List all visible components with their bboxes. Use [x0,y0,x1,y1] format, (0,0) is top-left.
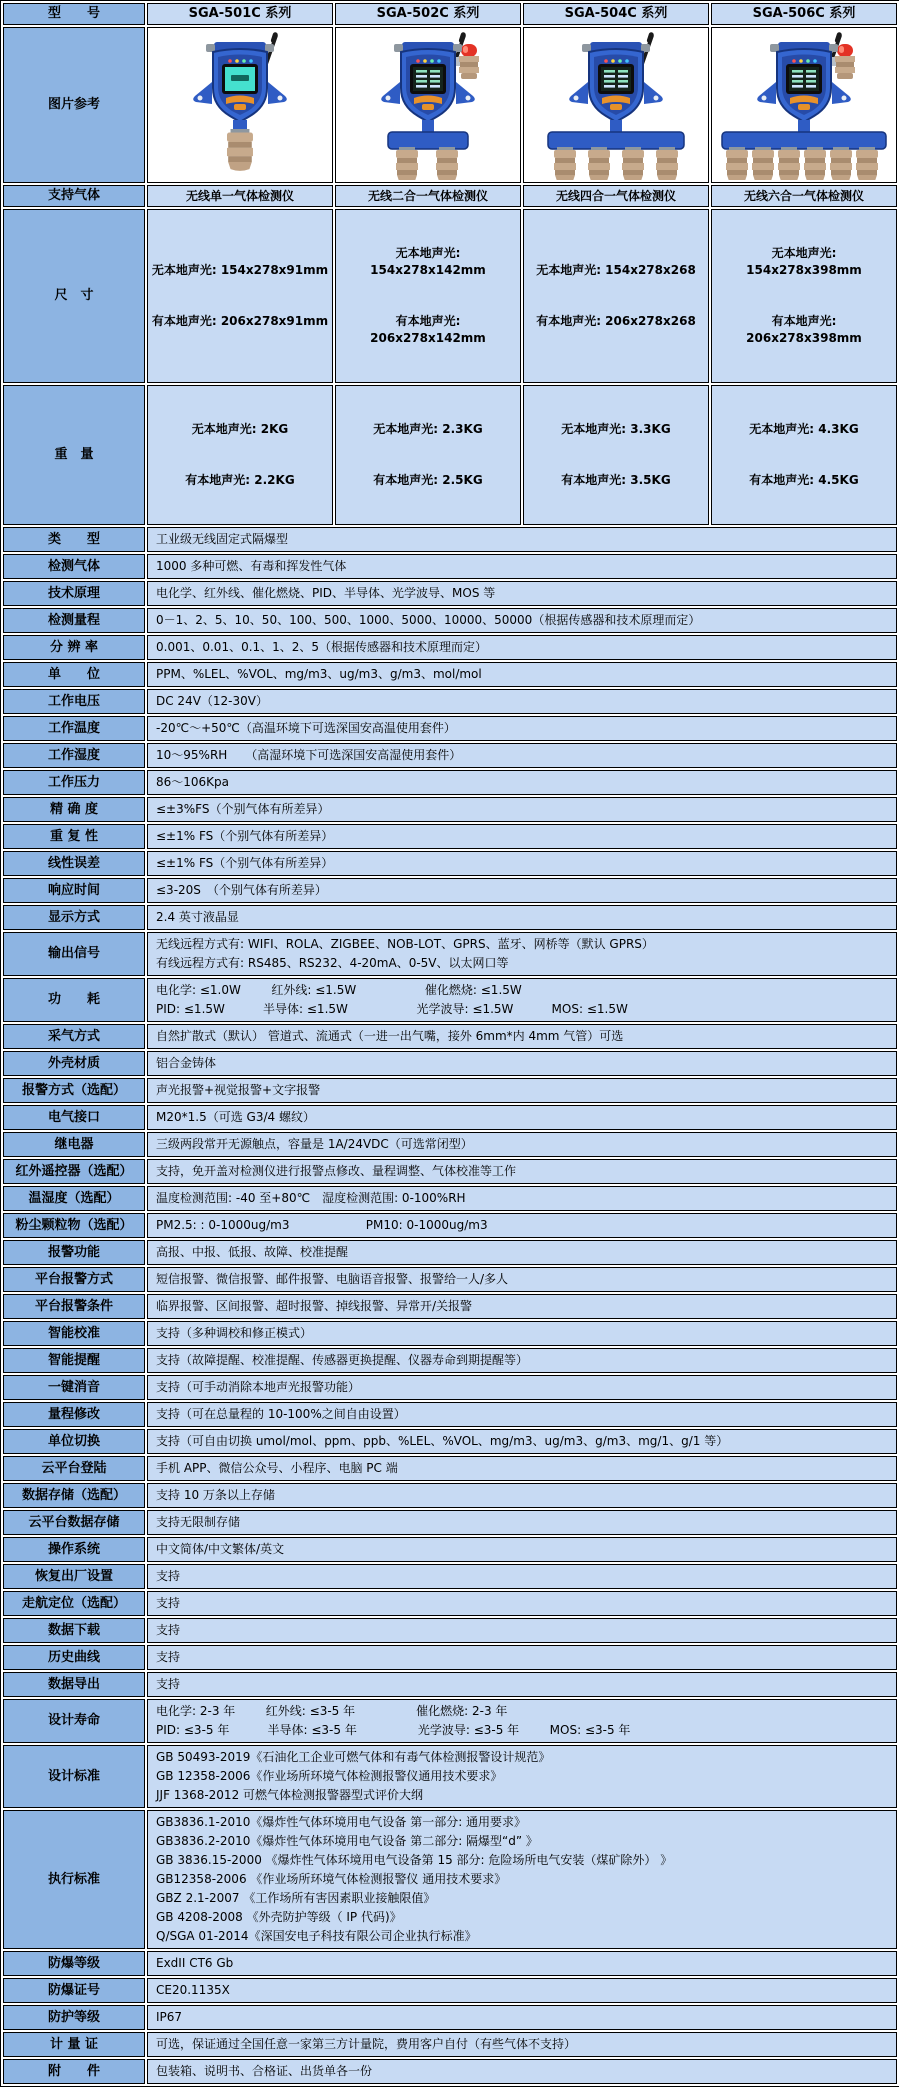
spec-value [147,2059,897,2084]
spec-line: 0.001、0.01、0.1、1、2、5（根据传感器和技术原理而定） [156,640,488,654]
spec-line: 支持（多种调校和修正模式） [156,1326,313,1340]
spec-row [3,1483,897,1508]
spec-line: IP67 [156,2010,183,2024]
spec-value [147,1375,897,1400]
spec-line: 支持（可自由切换 umol/mol、ppm、ppb、%LEL、%VOL、mg/m3、ug/m3、g/m3、mg/1、g/1 等） [156,1434,729,1448]
spec-label: 防护等级 [3,2005,145,2030]
spec-label: 防爆证号 [3,1978,145,2003]
spec-value [147,1537,897,1562]
spec-value [147,689,897,714]
spec-line: 支持 [156,1596,181,1610]
spec-value [147,1321,897,1346]
spec-line: 电化学: 2-3 年 红外线: ≤3-5 年 催化燃烧: 2-3 年 [156,1704,508,1718]
spec-row [3,1810,897,1949]
spec-line: 电化学: ≤1.0W 红外线: ≤1.5W 催化燃烧: ≤1.5W [156,983,522,997]
spec-value [147,2032,897,2057]
spec-value [147,905,897,930]
spec-label: 附 件 [3,2059,145,2084]
spec-row [3,527,897,552]
supported-gas-501c: 无线单一气体检测仪 [147,185,333,207]
spec-value [147,1483,897,1508]
spec-row [3,554,897,579]
spec-row [3,1024,897,1049]
dimension-line: 有本地声光: 206x278x398mm [746,314,862,345]
spec-line: 温度检测范围: -40 至+80℃ 湿度检测范围: 0-100%RH [156,1191,466,1205]
supported-gas-502c: 无线二合一气体检测仪 [335,185,521,207]
spec-value [147,1978,897,2003]
product-image-cell-506c [711,27,897,183]
spec-label: 一键消音 [3,1375,145,1400]
spec-label: 粉尘颗粒物（选配） [3,1213,145,1238]
dimension-line: 无本地声光: 154x278x268 [536,263,696,277]
spec-label: 线性误差 [3,851,145,876]
spec-row [3,581,897,606]
spec-label: 数据存储（选配） [3,1483,145,1508]
spec-value [147,1618,897,1643]
spec-label: 报警方式（选配） [3,1078,145,1103]
supported-gas-506c: 无线六合一气体检测仪 [711,185,897,207]
dimension-line: 有本地声光: 206x278x91mm [151,314,329,328]
spec-line: DC 24V（12-30V） [156,694,268,708]
spec-value [147,1645,897,1670]
spec-row [3,1105,897,1130]
image-row [3,27,897,183]
spec-label: 走航定位（选配） [3,1591,145,1616]
dimension-line: 有本地声光: 206x278x142mm [370,314,486,345]
spec-line: JJF 1368-2012 可燃气体检测报警器型式评价大纲 [156,1788,424,1802]
spec-row [3,1672,897,1697]
spec-line: 支持（故障提醒、校准提醒、传感器更换提醒、仪器寿命到期提醒等） [156,1353,529,1367]
spec-row [3,1159,897,1184]
dimension-line: 有本地声光: 206x278x268 [536,314,696,328]
spec-line: 无线远程方式有: WIFI、ROLA、ZIGBEE、NOB-LOT、GPRS、蓝牙、网桥等（默认 GPRS） [156,937,654,951]
spec-value [147,797,897,822]
spec-row [3,1213,897,1238]
weight-506c [711,385,897,525]
spec-value [147,1951,897,1976]
spec-value [147,743,897,768]
spec-row [3,1564,897,1589]
spec-line: GBZ 2.1-2007 《工作场所有害因素职业接触限值》 [156,1891,436,1905]
spec-line: 1000 多种可燃、有毒和挥发性气体 [156,559,347,573]
spec-value [147,1267,897,1292]
spec-label: 工作压力 [3,770,145,795]
spec-label: 继电器 [3,1132,145,1157]
spec-value [147,1132,897,1157]
spec-label: 电气接口 [3,1105,145,1130]
spec-line: GB3836.2-2010《爆炸性气体环境用电气设备 第二部分: 隔爆型“d” 》 [156,1834,538,1848]
spec-line: Q/SGA 01-2014《深国安电子科技有限公司企业执行标准》 [156,1929,477,1943]
spec-row [3,1699,897,1743]
spec-label: 计 量 证 [3,2032,145,2057]
spec-line: M20*1.5（可选 G3/4 螺纹） [156,1110,315,1124]
image-row-label: 图片参考 [3,27,145,183]
weight-501c [147,385,333,525]
product-image-cell-502c [335,27,521,183]
spec-line: 支持 [156,1623,181,1637]
spec-label: 执行标准 [3,1810,145,1949]
spec-value [147,1078,897,1103]
spec-value [147,581,897,606]
spec-line: 支持 [156,1569,181,1583]
weight-line: 无本地声光: 3.3KG [561,422,671,436]
dimension-line: 无本地声光: 154x278x142mm [370,246,486,277]
spec-line: GB 50493-2019《石油化工企业可燃气体和有毒气体检测报警设计规范》 [156,1750,551,1764]
spec-label: 报警功能 [3,1240,145,1265]
product-image-cell-501c [147,27,333,183]
spec-value [147,716,897,741]
product-image-cell-504c [523,27,709,183]
spec-row [3,1978,897,2003]
spec-value [147,1672,897,1697]
spec-line: -20℃～+50℃（高温环境下可选深国安高温使用套件） [156,721,456,735]
spec-row [3,824,897,849]
spec-row [3,1510,897,1535]
spec-label: 云平台数据存储 [3,1510,145,1535]
spec-line: 声光报警+视觉报警+文字报警 [156,1083,321,1097]
spec-line: CE20.1135X [156,1983,230,1997]
spec-row [3,1375,897,1400]
spec-label: 类 型 [3,527,145,552]
spec-label: 精 确 度 [3,797,145,822]
spec-row [3,1186,897,1211]
spec-line: ≤±1% FS（个别气体有所差异） [156,829,334,843]
gas-detector-501c-illustration [150,30,330,180]
spec-label: 红外遥控器（选配） [3,1159,145,1184]
weight-row [3,385,897,525]
spec-line: GB12358-2006 《作业场所环境气体检测报警仪 通用技术要求》 [156,1872,507,1886]
spec-line: 支持 10 万条以上存储 [156,1488,275,1502]
spec-row [3,1321,897,1346]
spec-value [147,1564,897,1589]
spec-row [3,978,897,1022]
spec-label: 恢复出厂设置 [3,1564,145,1589]
spec-row [3,1618,897,1643]
spec-label: 量程修改 [3,1402,145,1427]
spec-label: 检测气体 [3,554,145,579]
spec-line: ≤±1% FS（个别气体有所差异） [156,856,334,870]
dimension-line: 无本地声光: 154x278x398mm [746,246,862,277]
spec-line: PPM、%LEL、%VOL、mg/m3、ug/m3、g/m3、mol/mol [156,667,482,681]
spec-value [147,2005,897,2030]
spec-line: 支持 [156,1650,181,1664]
weight-label: 重 量 [3,385,145,525]
spec-label: 云平台登陆 [3,1456,145,1481]
spec-value [147,662,897,687]
supported-gas-label: 支持气体 [3,185,145,207]
spec-value [147,1294,897,1319]
spec-row [3,2059,897,2084]
spec-label: 平台报警方式 [3,1267,145,1292]
spec-label: 单 位 [3,662,145,687]
spec-value [147,1510,897,1535]
spec-line: PM2.5: : 0-1000ug/m3 PM10: 0-1000ug/m3 [156,1218,488,1232]
spec-row [3,689,897,714]
spec-line: 2.4 英寸液晶显 [156,910,239,924]
spec-label: 智能提醒 [3,1348,145,1373]
spec-row [3,662,897,687]
gas-detector-506c-illustration [714,30,894,180]
spec-row [3,1402,897,1427]
spec-value [147,1699,897,1743]
spec-line: ≤±3%FS（个别气体有所差异） [156,802,330,816]
spec-line: GB3836.1-2010《爆炸性气体环境用电气设备 第一部分: 通用要求》 [156,1815,527,1829]
spec-line: 10～95%RH （高湿环境下可选深国安高湿使用套件） [156,748,462,762]
spec-row [3,905,897,930]
spec-row [3,1745,897,1808]
weight-line: 无本地声光: 4.3KG [749,422,859,436]
spec-label: 数据下载 [3,1618,145,1643]
series-name-506c: SGA-506C 系列 [711,3,897,25]
weight-line: 无本地声光: 2.3KG [373,422,483,436]
spec-value [147,1810,897,1949]
spec-line: 手机 APP、微信公众号、小程序、电脑 PC 端 [156,1461,398,1475]
spec-line: 86～106Kpa [156,775,230,789]
weight-line: 无本地声光: 2KG [191,422,289,436]
series-name-502c: SGA-502C 系列 [335,3,521,25]
dimensions-506c [711,209,897,383]
spec-row [3,1267,897,1292]
spec-line: 工业级无线固定式隔爆型 [156,532,289,546]
gas-detector-502c-illustration [338,30,518,180]
weight-line: 有本地声光: 3.5KG [561,473,671,487]
spec-value [147,1348,897,1373]
spec-value [147,851,897,876]
spec-label: 设计标准 [3,1745,145,1808]
spec-line: 包装箱、说明书、合格证、出货单各一份 [156,2064,373,2078]
spec-row [3,1537,897,1562]
spec-line: 有线远程方式有: RS485、RS232、4-20mA、0-5V、以太网口等 [156,956,509,970]
weight-line: 有本地声光: 4.5KG [749,473,859,487]
spec-line: GB 12358-2006《作业场所环境气体检测报警仪通用技术要求》 [156,1769,503,1783]
spec-line: GB 4208-2008 《外壳防护等级（ IP 代码)》 [156,1910,402,1924]
spec-line: 支持无限制存储 [156,1515,241,1529]
weight-504c [523,385,709,525]
spec-value [147,1456,897,1481]
spec-label: 采气方式 [3,1024,145,1049]
dimensions-502c [335,209,521,383]
spec-row [3,635,897,660]
spec-row [3,797,897,822]
dimensions-label: 尺 寸 [3,209,145,383]
spec-value [147,932,897,976]
dimensions-row [3,209,897,383]
spec-value [147,1159,897,1184]
dimensions-504c [523,209,709,383]
series-name-501c: SGA-501C 系列 [147,3,333,25]
spec-value [147,1024,897,1049]
spec-value [147,635,897,660]
spec-line: 自然扩散式（默认） 管道式、流通式（一进一出气嘴，接外 6mm*内 4mm 气管）可选 [156,1029,624,1043]
supported-gas-row [3,185,897,207]
spec-row [3,1429,897,1454]
spec-label: 重 复 性 [3,824,145,849]
spec-row [3,770,897,795]
spec-line: 支持（可在总量程的 10-100%之间自由设置） [156,1407,406,1421]
spec-line: 支持，免开盖对检测仪进行报警点修改、量程调整、气体校准等工作 [156,1164,517,1178]
model-header-row [3,3,897,25]
spec-value [147,1186,897,1211]
spec-line: GB 3836.15-2000 《爆炸性气体环境用电气设备第 15 部分: 危险场所电气安装（煤矿除外） 》 [156,1853,673,1867]
dimensions-501c [147,209,333,383]
spec-line: 电化学、红外线、催化燃烧、PID、半导体、光学波导、MOS 等 [156,586,496,600]
spec-label: 智能校准 [3,1321,145,1346]
supported-gas-504c: 无线四合一气体检测仪 [523,185,709,207]
gas-detector-504c-illustration [526,30,706,180]
spec-row [3,1645,897,1670]
spec-label: 防爆等级 [3,1951,145,1976]
spec-line: 三级两段常开无源触点，容量是 1A/24VDC（可选常闭型） [156,1137,473,1151]
spec-label: 温湿度（选配） [3,1186,145,1211]
spec-value [147,527,897,552]
spec-line: 中文简体/中文繁体/英文 [156,1542,285,1556]
spec-row [3,2032,897,2057]
spec-row [3,1132,897,1157]
spec-row [3,2005,897,2030]
spec-value [147,878,897,903]
weight-line: 有本地声光: 2.2KG [185,473,295,487]
spec-row [3,1951,897,1976]
spec-label: 历史曲线 [3,1645,145,1670]
spec-label: 工作电压 [3,689,145,714]
spec-row [3,1240,897,1265]
spec-value [147,1745,897,1808]
spec-line: 支持（可手动消除本地声光报警功能） [156,1380,361,1394]
spec-row [3,1348,897,1373]
spec-line: ≤3-20S （个别气体有所差异） [156,883,327,897]
spec-label: 技术原理 [3,581,145,606]
spec-label: 设计寿命 [3,1699,145,1743]
spec-row [3,878,897,903]
model-header-label: 型 号 [3,3,145,25]
spec-label: 检测量程 [3,608,145,633]
spec-line: 可选，保证通过全国任意一家第三方计量院，费用客户自付（有些气体不支持） [156,2037,577,2051]
spec-value [147,1240,897,1265]
spec-row [3,716,897,741]
spec-label: 操作系统 [3,1537,145,1562]
spec-row [3,851,897,876]
spec-label: 数据导出 [3,1672,145,1697]
spec-label: 工作湿度 [3,743,145,768]
spec-value [147,770,897,795]
spec-value [147,608,897,633]
spec-value [147,1429,897,1454]
spec-value [147,978,897,1022]
spec-value [147,1105,897,1130]
spec-value [147,1213,897,1238]
spec-label: 功 耗 [3,978,145,1022]
spec-row [3,608,897,633]
spec-label: 显示方式 [3,905,145,930]
spec-row [3,1456,897,1481]
spec-value [147,1051,897,1076]
spec-label: 响应时间 [3,878,145,903]
dimension-line: 无本地声光: 154x278x91mm [151,263,329,277]
spec-value [147,1402,897,1427]
spec-line: 临界报警、区间报警、超时报警、掉线报警、异常开/关报警 [156,1299,473,1313]
weight-line: 有本地声光: 2.5KG [373,473,483,487]
spec-line: 支持 [156,1677,181,1691]
spec-label: 工作温度 [3,716,145,741]
spec-row [3,1051,897,1076]
series-name-504c: SGA-504C 系列 [523,3,709,25]
spec-line: 高报、中报、低报、故障、校准提醒 [156,1245,349,1259]
spec-row [3,1078,897,1103]
spec-label: 平台报警条件 [3,1294,145,1319]
spec-line: 0－1、2、5、10、50、100、500、1000、5000、10000、50000（根据传感器和技术原理而定） [156,613,701,627]
spec-line: PID: ≤1.5W 半导体: ≤1.5W 光学波导: ≤1.5W MOS: ≤1.5W [156,1002,628,1016]
spec-line: PID: ≤3-5 年 半导体: ≤3-5 年 光学波导: ≤3-5 年 MOS: ≤3-5 年 [156,1723,631,1737]
spec-value [147,824,897,849]
spec-line: ExdII CT6 Gb [156,1956,234,1970]
spec-row [3,932,897,976]
spec-value [147,554,897,579]
spec-label: 输出信号 [3,932,145,976]
weight-502c [335,385,521,525]
spec-row [3,743,897,768]
spec-line: 短信报警、微信报警、邮件报警、电脑语音报警、报警给一人/多人 [156,1272,509,1286]
spec-label: 单位切换 [3,1429,145,1454]
spec-line: 铝合金铸体 [156,1056,217,1070]
spec-label: 外壳材质 [3,1051,145,1076]
spec-row [3,1294,897,1319]
spec-label: 分 辨 率 [3,635,145,660]
